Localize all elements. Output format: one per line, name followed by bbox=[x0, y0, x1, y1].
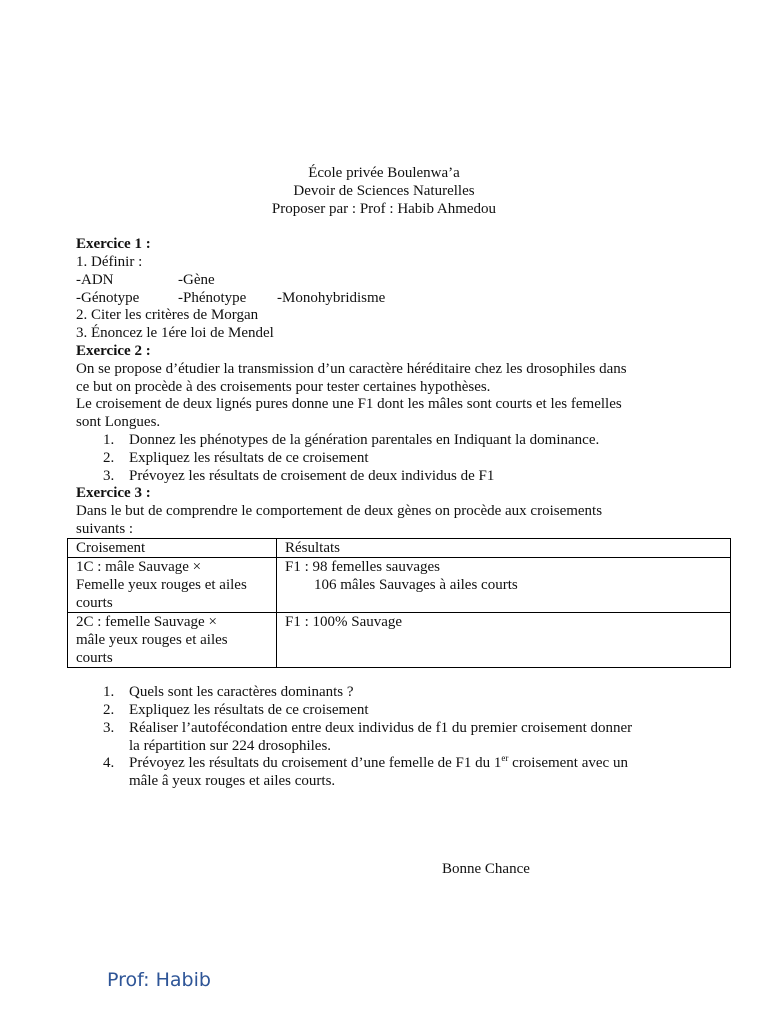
list-number: 3. bbox=[103, 468, 115, 484]
list-number: 2. bbox=[103, 450, 115, 466]
list-number: 1. bbox=[103, 684, 115, 700]
exercise-2-intro: sont Longues. bbox=[76, 414, 161, 430]
exercise-2-question: Donnez les phénotypes de la génération parentales en Indiquant la dominance. bbox=[129, 432, 600, 448]
term-gene: -Gène bbox=[178, 272, 215, 288]
result-line: 106 mâles Sauvages à ailes courts bbox=[314, 577, 518, 593]
closing-text: Bonne Chance bbox=[442, 861, 530, 877]
footer-signature: Prof: Habib bbox=[107, 969, 211, 991]
term-monohybridisme: -Monohybridisme bbox=[277, 290, 386, 306]
result-line: F1 : 100% Sauvage bbox=[285, 614, 403, 630]
cross-line: mâle yeux rouges et ailes bbox=[76, 632, 228, 648]
term-genotype: -Génotype bbox=[76, 290, 140, 306]
exercise-3-question: Réaliser l’autofécondation entre deux individus de f1 du premier croisement donner bbox=[129, 720, 633, 736]
list-number: 1. bbox=[103, 432, 115, 448]
exercise-3-title: Exercice 3 : bbox=[76, 485, 151, 501]
result-line: F1 : 98 femelles sauvages bbox=[285, 559, 440, 575]
column-header-croisement: Croisement bbox=[68, 539, 277, 558]
exercise-1-q3: 3. Énoncez le 1ére loi de Mendel bbox=[76, 325, 274, 341]
author-line: Proposer par : Prof : Habib Ahmedou bbox=[271, 201, 497, 217]
question-text: Prévoyez les résultats du croisement d’une femelle de F1 du 1 bbox=[129, 755, 502, 771]
school-name: École privée Boulenwa’a bbox=[308, 165, 460, 181]
cross-line: Femelle yeux rouges et ailes bbox=[76, 577, 247, 593]
cross-line: 2C : femelle Sauvage × bbox=[76, 614, 217, 630]
superscript: er bbox=[501, 753, 509, 763]
exercise-3-question: Quels sont les caractères dominants ? bbox=[129, 684, 354, 700]
exercise-2-question: Prévoyez les résultats de croisement de deux individus de F1 bbox=[129, 468, 495, 484]
exercise-2-intro: Le croisement de deux lignés pures donne une F1 dont les mâles sont courts et les femelles bbox=[76, 396, 622, 412]
result-cell bbox=[277, 558, 731, 613]
question-text: croisement avec un bbox=[508, 755, 628, 771]
column-header-resultats: Résultats bbox=[277, 539, 731, 558]
exercise-1-q1: 1. Définir : bbox=[76, 254, 143, 270]
cross-line: 1C : mâle Sauvage × bbox=[76, 559, 202, 575]
exercise-1-q2: 2. Citer les critères de Morgan bbox=[76, 307, 259, 323]
cross-cell bbox=[68, 558, 277, 613]
crossing-table bbox=[67, 538, 731, 668]
list-number: 4. bbox=[103, 755, 115, 771]
exercise-2-question: Expliquez les résultats de ce croisement bbox=[129, 450, 369, 466]
cross-cell bbox=[68, 613, 277, 668]
exercise-3-question bbox=[129, 754, 628, 772]
result-cell bbox=[277, 613, 731, 668]
exercise-3-intro: Dans le but de comprendre le comportement de deux gènes on procède aux croisements bbox=[76, 503, 603, 519]
term-phenotype: -Phénotype bbox=[178, 290, 247, 306]
exercise-2-title: Exercice 2 : bbox=[76, 343, 151, 359]
exercise-3-intro: suivants : bbox=[76, 521, 134, 537]
cross-line: courts bbox=[76, 595, 113, 611]
exercise-3-question: Expliquez les résultats de ce croisement bbox=[129, 702, 369, 718]
exercise-1-title: Exercice 1 : bbox=[76, 236, 151, 252]
exercise-2-intro: On se propose d’étudier la transmission d’un caractère héréditaire chez les drosophiles dans bbox=[76, 361, 627, 377]
table-row bbox=[68, 558, 731, 613]
table-header-row bbox=[68, 539, 731, 558]
list-number: 3. bbox=[103, 720, 115, 736]
exercise-3-question-cont: mâle â yeux rouges et ailes courts. bbox=[129, 773, 336, 789]
exercise-3-question-cont: la répartition sur 224 drosophiles. bbox=[129, 738, 332, 754]
assignment-title: Devoir de Sciences Naturelles bbox=[293, 183, 475, 199]
term-adn: -ADN bbox=[76, 272, 114, 288]
cross-line: courts bbox=[76, 650, 113, 666]
list-number: 2. bbox=[103, 702, 115, 718]
exercise-2-intro: ce but on procède à des croisements pour tester certaines hypothèses. bbox=[76, 379, 491, 395]
table-row bbox=[68, 613, 731, 668]
